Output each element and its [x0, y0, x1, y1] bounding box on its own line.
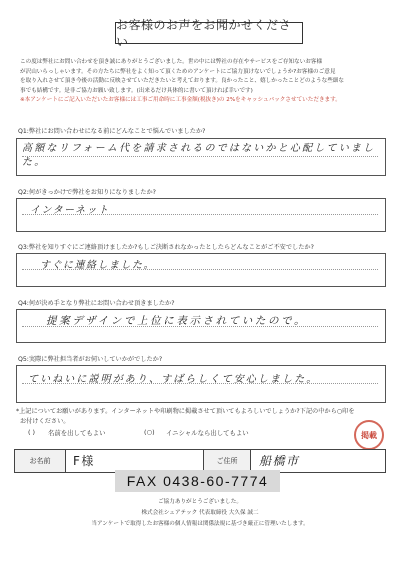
option-initial-label: イニシャルなら出してもよい — [166, 429, 249, 437]
question-4-answer: 提案デザインで上位に表示されていたので。 — [46, 315, 308, 327]
name-value: F様 — [73, 454, 95, 468]
footer-thanks: ご協力ありがとうございました。 — [158, 499, 242, 505]
option-name-label: 名前を出してもよい — [48, 429, 106, 437]
footer-company: 株式会社シェアテック 代表取締役 大久保 誠二 — [141, 510, 259, 516]
question-4-label: Q4:何が決め手となり弊社にお問い合わせ頂きましたか? — [18, 300, 175, 307]
publish-stamp: 掲載 — [354, 420, 384, 450]
intro-line: が沢山いらっしゃいます。その方たちに弊社をよく知って頂くためのアンケートにご協力頂けないでしょうか?お客様のご意見 — [20, 68, 336, 75]
consent-question-cont: お付けください。 — [20, 418, 70, 425]
intro-text — [20, 58, 382, 106]
intro-line: この度は弊社にお問い合わせを頂き誠にありがとうございました。世の中には弊社の存在やサービスをご存知ないお客様 — [20, 59, 323, 65]
fax-number: FAX 0438-60-7774 — [115, 470, 280, 492]
intro-line: を取り入れさせて頂き今後の活動に反映させていただきたいと考えております。良かったこと、嬉しかったことどのような些細な — [20, 78, 344, 85]
question-3-answer: すぐに連絡しました。 — [40, 260, 155, 271]
question-3-label: Q3:弊社を知りすぐにご連絡頂けましたか?もしご決断されなかったとしたらどんなことがご不安でしたか? — [18, 244, 314, 251]
option-name-checkbox[interactable]: ( ) — [28, 428, 36, 436]
intro-line: 事でも結構です。是非ご協力お願い致します。(出来るだけ具体的に書いて頂ければ幸いです) — [20, 87, 253, 94]
question-2-label: Q2:何がきっかけで弊社をお知りになりましたか? — [18, 189, 156, 196]
question-1-label: Q1:弊社にお問い合わせになる前にどんなことで悩んでいましたか? — [18, 128, 206, 135]
footer-privacy: 当アンケートで取得したお客様の個人情報は関係法規に基づき厳正に管理いたします。 — [91, 521, 309, 527]
question-2-answer: インターネット — [30, 205, 110, 216]
cashback-note: ※本アンケートにご記入いただいたお客様には工事ご用命時に工事金額(税抜き)の 2%をキャッシュバックさせていただきます。 — [20, 97, 341, 104]
consent-question: *上記についてお願いがあります。インターネットや印刷物に掲載させて頂いてもよろしいでしょうか?下記の中から○印を — [16, 408, 355, 415]
address-label: ご住所 — [203, 450, 251, 472]
question-1-answer: 高額なリフォーム代を請求されるのではないかと心配していました。 — [22, 143, 376, 168]
address-value: 船橋市 — [259, 454, 300, 468]
option-initial-checkbox[interactable]: (○) — [144, 428, 155, 436]
question-5-label: Q5:実際に弊社担当者がお伺いしていかがでしたか? — [18, 356, 163, 363]
name-label: お名前 — [15, 450, 66, 472]
page-title: お客様のお声をお聞かせください — [115, 22, 303, 44]
question-5-answer: ていねいに説明があり、すばらしくて安心しました。 — [28, 374, 319, 385]
